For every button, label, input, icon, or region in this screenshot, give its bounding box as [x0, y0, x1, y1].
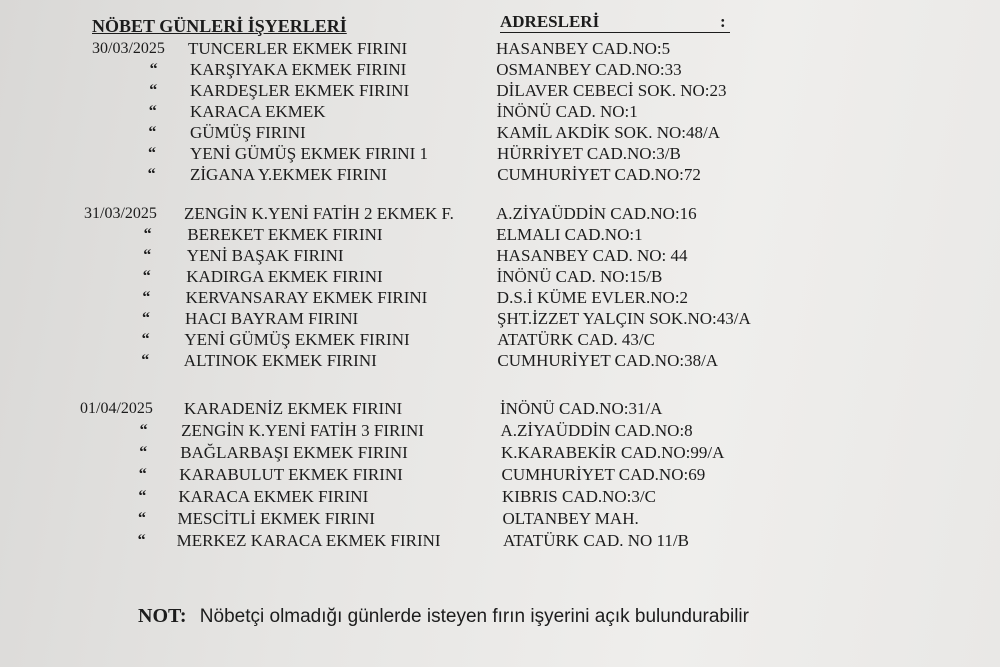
workplace-name: KARŞIYAKA EKMEK FIRINI: [190, 60, 407, 79]
workplace-name: HACI BAYRAM FIRINI: [185, 309, 359, 328]
ditto-mark: “: [143, 226, 152, 243]
workplace-name: KARADENİZ EKMEK FIRINI: [184, 399, 403, 418]
header-underline: [500, 32, 730, 33]
table-header: [0, 8, 1000, 38]
ditto-mark: “: [138, 488, 147, 505]
table-row: [0, 508, 1000, 530]
workplace-name: KARABULUT EKMEK FIRINI: [179, 465, 403, 484]
schedule-group: [0, 203, 1000, 371]
workplace-name: KARACA EKMEK: [190, 102, 326, 121]
table-row: [0, 143, 1000, 164]
table-row: [0, 164, 1000, 185]
table-row: [0, 122, 1000, 143]
ditto-mark: “: [149, 61, 158, 78]
ditto-mark: “: [142, 310, 150, 327]
workplace-address: HASANBEY CAD.NO:5: [496, 39, 671, 58]
ditto-mark: “: [143, 247, 152, 264]
note-text: Nöbetçi olmadığı günlerde isteyen fırın işyerini açık bulundurabilir: [199, 606, 749, 627]
workplace-name: YENİ GÜMÜŞ EKMEK FIRINI: [184, 330, 410, 349]
workplace-address: İNÖNÜ CAD. NO:1: [496, 102, 638, 121]
footer-note: [138, 605, 749, 628]
ditto-mark: “: [141, 331, 150, 348]
note-label: NOT:: [138, 605, 187, 627]
workplace-address: ATATÜRK CAD. 43/C: [497, 330, 655, 349]
workplace-name: MESCİTLİ EKMEK FIRINI: [177, 509, 375, 528]
workplace-address: DİLAVER CEBECİ SOK. NO:23: [496, 81, 727, 100]
workplace-name: ZİGANA Y.EKMEK FIRINI: [190, 165, 387, 184]
ditto-mark: “: [142, 289, 151, 306]
table-row: [0, 420, 1000, 442]
workplace-address: K.KARABEKİR CAD.NO:99/A: [501, 443, 725, 462]
table-row: [0, 530, 1000, 552]
workplace-name: ZENGİN K.YENİ FATİH 3 FIRINI: [181, 421, 424, 440]
workplace-address: D.S.İ KÜME EVLER.NO:2: [496, 288, 689, 307]
table-row: [0, 59, 1000, 80]
workplace-name: KARDEŞLER EKMEK FIRINI: [190, 81, 410, 100]
workplace-name: BAĞLARBAŞI EKMEK FIRINI: [180, 443, 408, 462]
workplace-address: ŞHT.İZZET YALÇIN SOK.NO:43/A: [497, 309, 751, 328]
workplace-address: KAMİL AKDİK SOK. NO:48/A: [496, 123, 720, 142]
workplace-name: BEREKET EKMEK FIRINI: [187, 225, 383, 244]
header-addresses: ADRESLERİ: [500, 12, 600, 31]
ditto-mark: “: [148, 145, 156, 162]
workplace-address: İNÖNÜ CAD. NO:15/B: [496, 267, 663, 286]
ditto-mark: “: [138, 510, 146, 527]
workplace-name: ALTINOK EKMEK FIRINI: [183, 351, 377, 370]
workplace-address: A.ZİYAÜDDİN CAD.NO:16: [496, 204, 697, 223]
table-row: [0, 266, 1000, 287]
table-row: [0, 203, 1000, 224]
workplace-address: CUMHURİYET CAD.NO:72: [497, 165, 701, 184]
table-row: [0, 398, 1000, 420]
ditto-mark: “: [138, 466, 147, 483]
workplace-name: GÜMÜŞ FIRINI: [190, 123, 306, 142]
header-workplaces: NÖBET GÜNLERİ İŞYERLERİ: [92, 16, 347, 36]
workplace-address: HÜRRİYET CAD.NO:3/B: [497, 144, 681, 163]
group-date: 30/03/2025: [92, 40, 165, 57]
workplace-address: ELMALI CAD.NO:1: [496, 225, 643, 244]
ditto-mark: “: [137, 532, 146, 549]
ditto-mark: “: [139, 422, 148, 439]
workplace-name: YENİ GÜMÜŞ EKMEK FIRINI 1: [190, 144, 428, 163]
workplace-name: KERVANSARAY EKMEK FIRINI: [185, 288, 428, 307]
ditto-mark: “: [147, 166, 156, 183]
schedule-group: [0, 398, 1000, 552]
workplace-address: KIBRIS CAD.NO:3/C: [502, 487, 656, 506]
header-colon: :: [720, 12, 726, 31]
table-row: [0, 329, 1000, 350]
group-date: 01/04/2025: [80, 400, 153, 417]
table-row: [0, 442, 1000, 464]
workplace-name: KARACA EKMEK FIRINI: [178, 487, 369, 506]
workplace-name: KADIRGA EKMEK FIRINI: [186, 267, 383, 286]
workplace-address: OLTANBEY MAH.: [502, 509, 639, 528]
workplace-address: OSMANBEY CAD.NO:33: [496, 60, 682, 79]
workplace-name: TUNCERLER EKMEK FIRINI: [188, 39, 408, 58]
table-row: [0, 38, 1000, 59]
ditto-mark: “: [149, 82, 158, 99]
table-row: [0, 287, 1000, 308]
ditto-mark: “: [142, 268, 151, 285]
table-row: [0, 245, 1000, 266]
workplace-name: ZENGİN K.YENİ FATİH 2 EKMEK F.: [184, 204, 454, 223]
ditto-mark: “: [139, 444, 148, 461]
schedule-group: [0, 38, 1000, 185]
ditto-mark: “: [148, 124, 157, 141]
table-row: [0, 80, 1000, 101]
ditto-mark: “: [148, 103, 157, 120]
workplace-address: İNÖNÜ CAD.NO:31/A: [500, 399, 663, 418]
workplace-name: YENİ BAŞAK FIRINI: [186, 246, 344, 265]
workplace-address: ATATÜRK CAD. NO 11/B: [503, 531, 689, 550]
table-row: [0, 486, 1000, 508]
workplace-address: A.ZİYAÜDDİN CAD.NO:8: [500, 421, 693, 440]
table-row: [0, 101, 1000, 122]
table-row: [0, 224, 1000, 245]
workplace-address: HASANBEY CAD. NO: 44: [496, 246, 688, 265]
table-row: [0, 350, 1000, 371]
workplace-address: CUMHURİYET CAD.NO:69: [501, 465, 706, 484]
workplace-address: CUMHURİYET CAD.NO:38/A: [497, 351, 719, 370]
ditto-mark: “: [141, 352, 150, 369]
group-date: 31/03/2025: [84, 205, 157, 222]
workplace-name: MERKEZ KARACA EKMEK FIRINI: [176, 531, 441, 550]
table-row: [0, 308, 1000, 329]
table-row: [0, 464, 1000, 486]
